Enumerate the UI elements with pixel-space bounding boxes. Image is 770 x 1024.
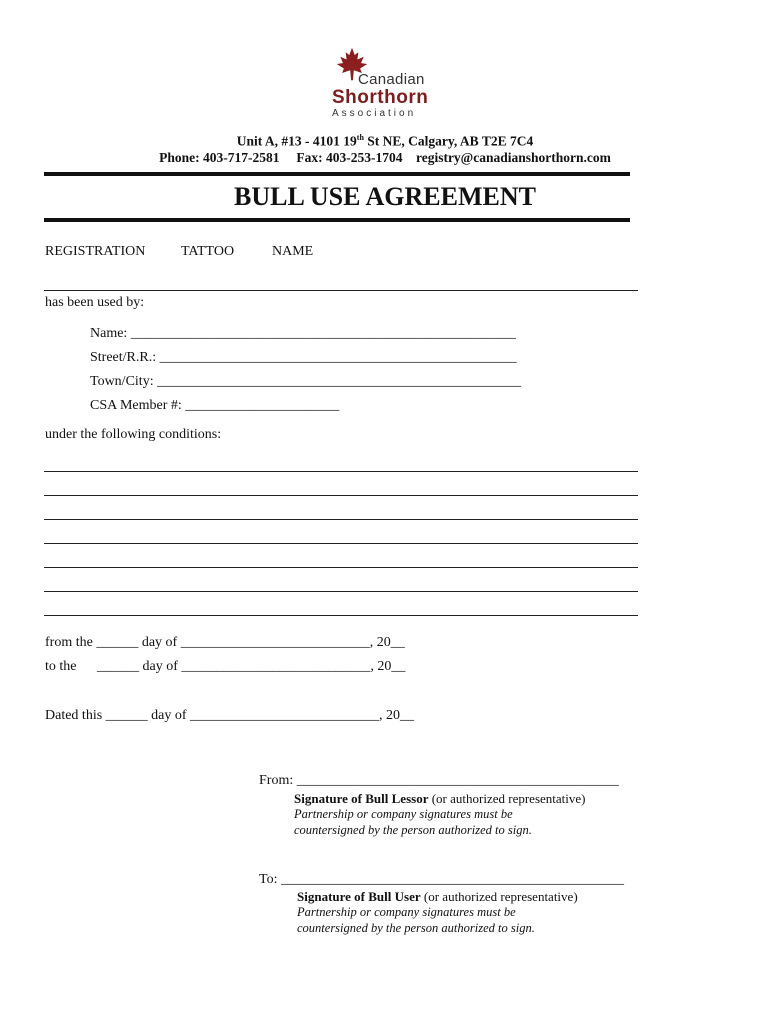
user-note-1: Partnership or company signatures must be [297,905,516,919]
name-field[interactable]: Name: _______________________________________________________ [90,326,516,341]
lessor-note-2: countersigned by the person authorized to sign. [294,823,532,837]
from-date-field[interactable]: from the ______ day of ___________________________, 20__ [45,635,405,650]
name-label: NAME [272,244,314,259]
registration-label: REGISTRATION [45,244,146,259]
condition-line[interactable] [44,519,638,520]
page-title: BULL USE AGREEMENT [234,182,536,211]
street-field[interactable]: Street/R.R.: ___________________________________________________ [90,350,517,365]
condition-line[interactable] [44,591,638,592]
user-note-2: countersigned by the person authorized to sign. [297,921,535,935]
to-label: to the [45,659,77,674]
contact-line [0,150,770,166]
email-text: registry@canadianshorthorn.com [415,150,611,165]
logo-text-association: Association [332,108,417,119]
conditions-label: under the following conditions: [45,427,222,442]
bottom-rule [44,218,630,222]
top-rule [44,172,630,176]
animal-entry-line[interactable] [44,290,638,291]
condition-line[interactable] [44,543,638,544]
dated-field[interactable]: Dated this ______ day of ___________________________, 20__ [45,708,415,723]
condition-line[interactable] [44,615,638,616]
lessor-signature-caption: Signature of Bull Lessor (or authorized representative) [294,791,586,806]
user-signature-line[interactable]: To: _________________________________________________ [259,872,624,887]
tattoo-label: TATTOO [181,244,235,259]
used-by-label: has been used by: [45,295,145,310]
logo-text-shorthorn: Shorthorn [332,87,429,108]
fax-text: Fax: 403-253-1704 [296,150,403,165]
lessor-signature-line[interactable]: From: ______________________________________________ [259,773,619,788]
logo-text-canadian: Canadian [358,71,425,88]
condition-line[interactable] [44,567,638,568]
town-field[interactable]: Town/City: ____________________________________________________ [90,374,522,389]
address-line: Unit A, #13 - 4101 19th St NE, Calgary, AB T2E 7C4 [236,133,534,149]
phone-text: Phone: 403-717-2581 [159,150,280,165]
lessor-note-1: Partnership or company signatures must be [294,807,513,821]
association-logo [330,44,440,120]
condition-line[interactable] [44,471,638,472]
user-signature-caption: Signature of Bull User (or authorized representative) [297,889,578,904]
csa-member-field[interactable]: CSA Member #: ______________________ [90,398,340,413]
condition-line[interactable] [44,495,638,496]
to-date-field[interactable]: ______ day of ___________________________, 20__ [97,659,406,674]
